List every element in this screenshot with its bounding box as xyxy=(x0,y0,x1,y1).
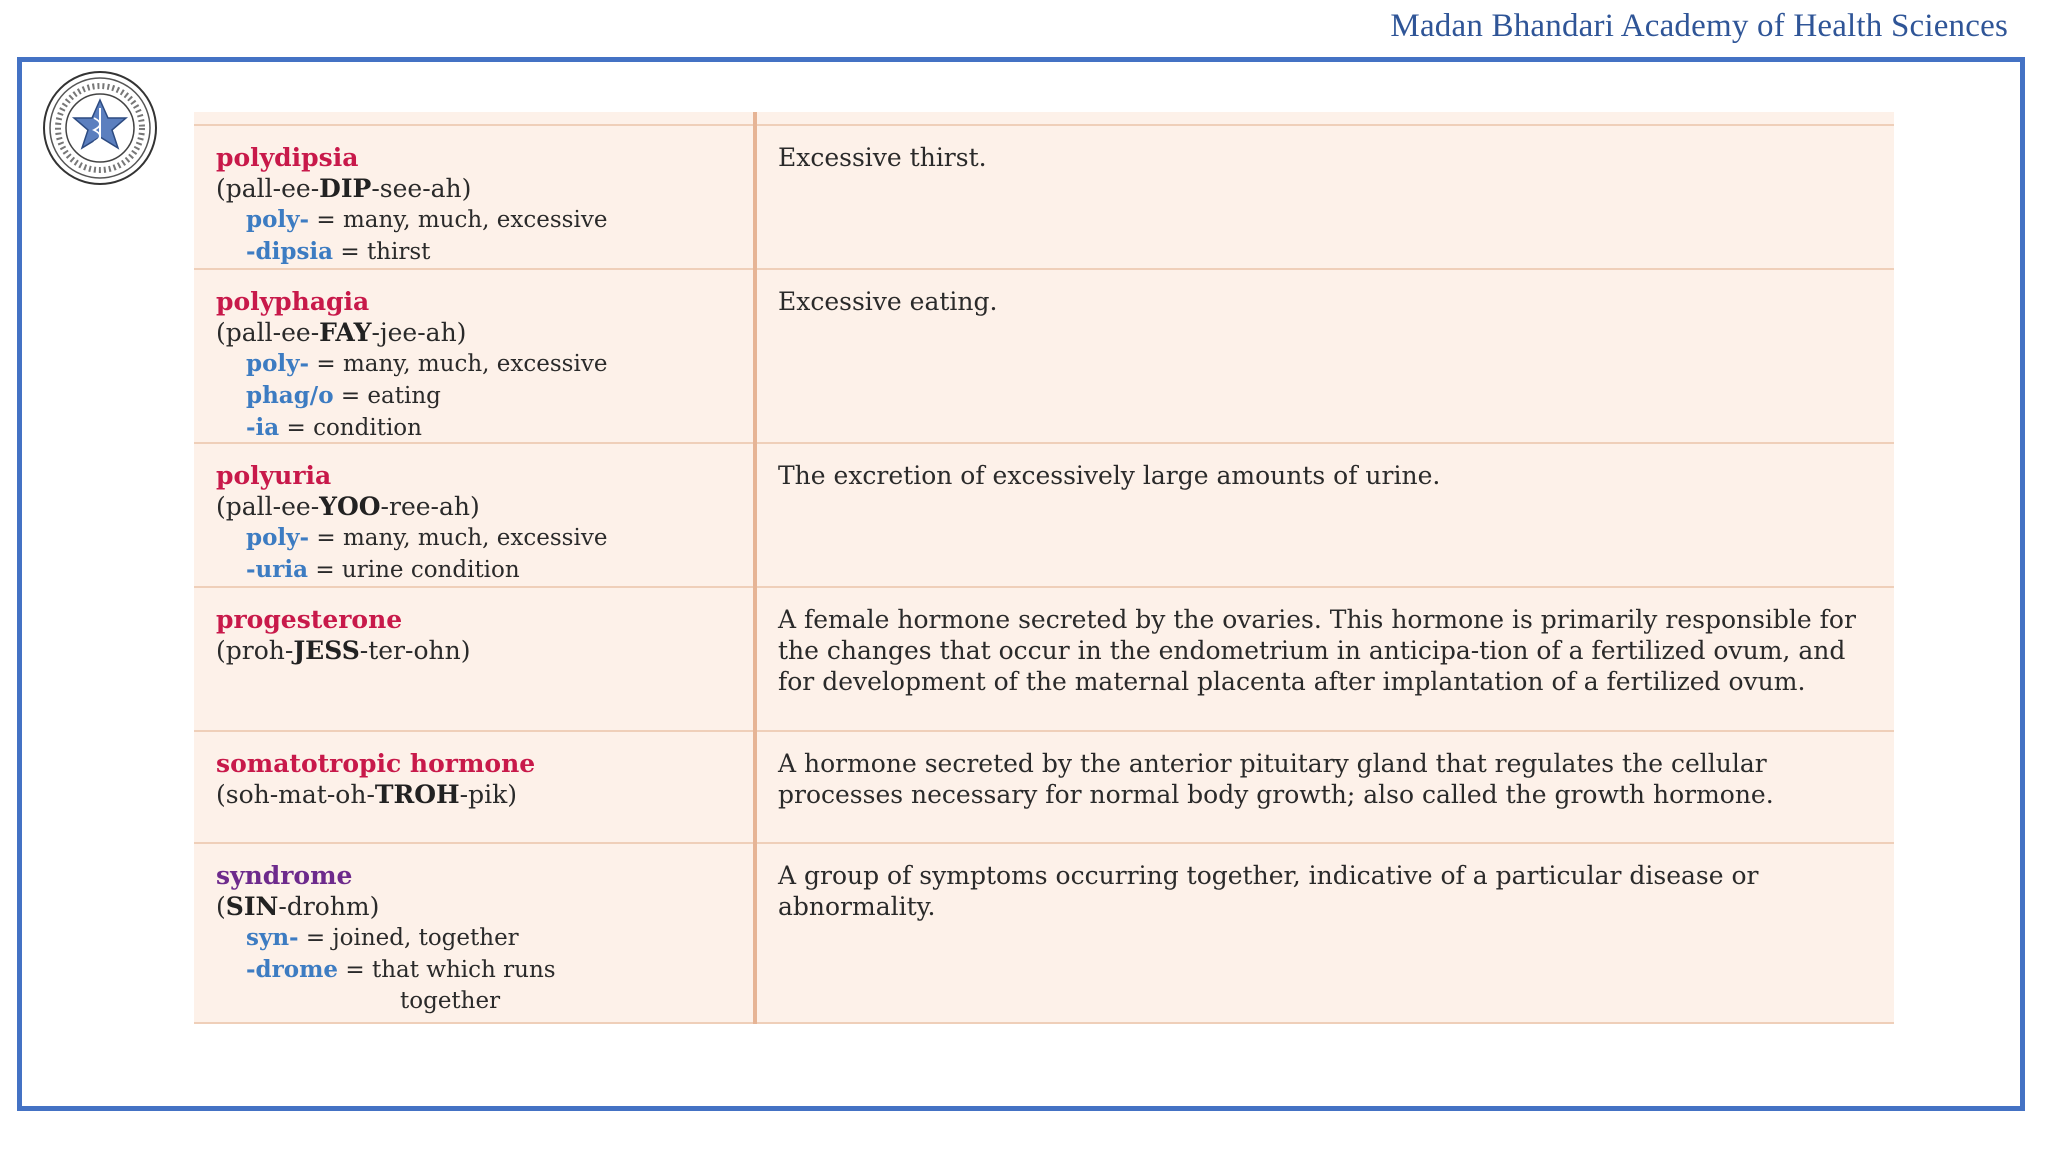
table-row xyxy=(194,588,1894,732)
word-part: poly- = many, much, excessive xyxy=(246,206,608,233)
definition-cell: The excretion of excessively large amounts of urine. xyxy=(778,461,1441,490)
term-cell xyxy=(216,286,746,444)
word-part: syn- = joined, together xyxy=(246,924,519,951)
table-row xyxy=(194,444,1894,588)
institution-seal-icon xyxy=(42,70,158,186)
term-name: polyuria xyxy=(216,461,332,490)
term-name: syndrome xyxy=(216,861,353,890)
definition-cell: A group of symptoms occurring together, indicative of a particular disease or abnormality. xyxy=(778,861,1759,921)
pronunciation: (proh-JESS-ter-ohn) xyxy=(216,636,471,665)
definition-cell: A female hormone secreted by the ovaries. This hormone is primarily responsible for the changes that occur in the endometrium in anticipa-tion of a fertilized ovum, and for development of the maternal placenta after implantation of a fertilized ovum. xyxy=(778,605,1856,696)
term-name: polydipsia xyxy=(216,143,359,172)
definition-cell: A hormone secreted by the anterior pituitary gland that regulates the cellular processes necessary for normal body growth; also called the growth hormone. xyxy=(778,749,1774,809)
pronunciation: (pall-ee-YOO-ree-ah) xyxy=(216,492,480,521)
word-part: -dipsia = thirst xyxy=(246,238,431,265)
word-part: -drome = that which runs together xyxy=(246,956,556,1014)
definition-cell: Excessive eating. xyxy=(778,287,998,316)
table-row xyxy=(194,270,1894,444)
pronunciation: (pall-ee-FAY-jee-ah) xyxy=(216,318,467,347)
term-name: somatotropic hormone xyxy=(216,749,536,778)
table-row xyxy=(194,126,1894,270)
word-part: phag/o = eating xyxy=(246,382,441,409)
word-part: poly- = many, much, excessive xyxy=(246,350,608,377)
term-cell xyxy=(216,748,746,810)
word-part: poly- = many, much, excessive xyxy=(246,524,608,551)
column-divider xyxy=(753,112,757,1024)
term-cell xyxy=(216,460,746,586)
table-row xyxy=(194,844,1894,1024)
term-cell xyxy=(216,604,746,666)
pronunciation: (soh-mat-oh-TROH-pik) xyxy=(216,780,518,809)
term-name: progesterone xyxy=(216,605,403,634)
word-part: -ia = condition xyxy=(246,414,422,441)
terms-table xyxy=(194,112,1894,1024)
pronunciation: (pall-ee-DIP-see-ah) xyxy=(216,174,472,203)
term-name: polyphagia xyxy=(216,287,370,316)
pronunciation: (SIN-drohm) xyxy=(216,892,380,921)
institution-name: Madan Bhandari Academy of Health Sciences xyxy=(1390,8,2008,44)
term-cell xyxy=(216,860,746,1017)
word-part: -uria = urine condition xyxy=(246,556,520,583)
table-row xyxy=(194,732,1894,844)
definition-cell: Excessive thirst. xyxy=(778,143,987,172)
term-cell xyxy=(216,142,746,268)
